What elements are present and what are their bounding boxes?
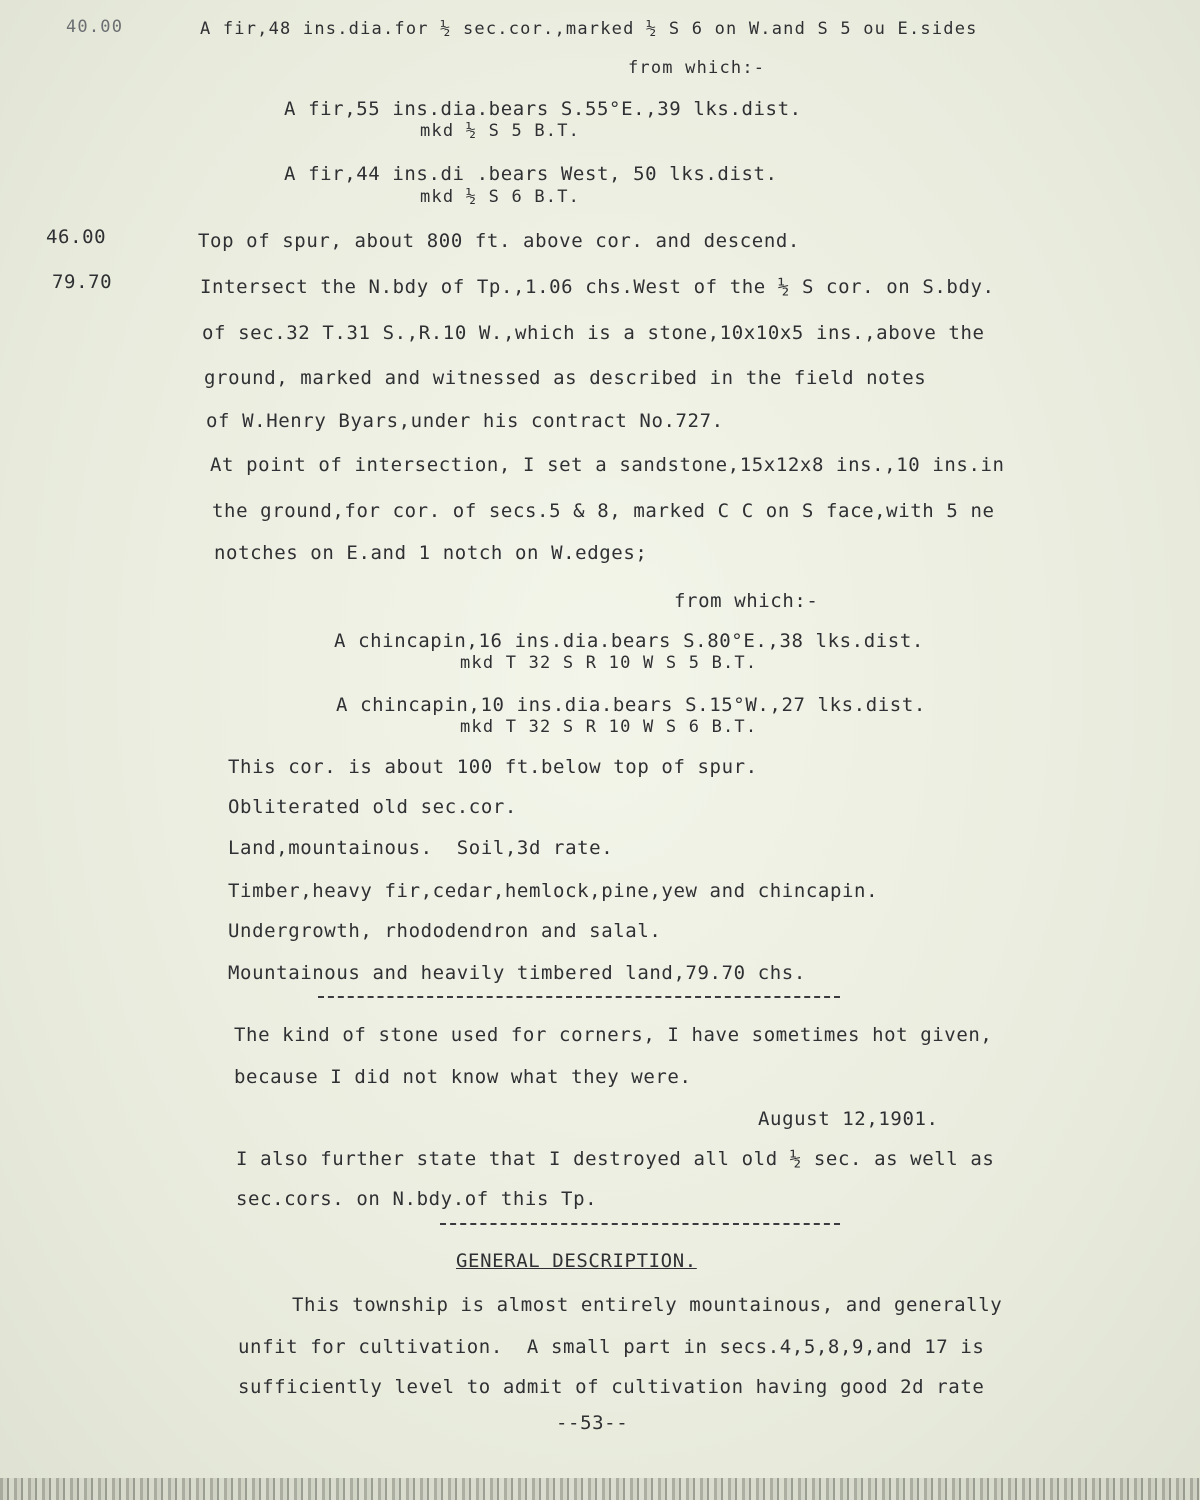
entry3-bearing-tree-2: A chincapin,10 ins.dia.bears S.15°W.,27 lks.dist. <box>336 694 926 716</box>
entry3-line3: ground, marked and witnessed as described in the field notes <box>204 367 927 389</box>
entry3-line2: of sec.32 T.31 S.,R.10 W.,which is a stone,10x10x5 ins.,above the <box>202 322 985 344</box>
scan-edge-strip <box>0 1478 1200 1500</box>
station-46: 46.00 <box>46 226 107 248</box>
station-79-70: 79.70 <box>52 271 113 293</box>
note-line-3: I also further state that I destroyed all old ½ sec. as well as <box>236 1148 995 1170</box>
note-line-1: The kind of stone used for corners, I have sometimes hot given, <box>234 1024 993 1046</box>
entry1-from-which: from which:- <box>628 58 766 78</box>
page-number: --53-- <box>556 1412 629 1434</box>
entry3-line4: of W.Henry Byars,under his contract No.727. <box>206 410 724 432</box>
entry3-note-1: This cor. is about 100 ft.below top of spur. <box>228 756 758 778</box>
station-40: 40.00 <box>66 17 124 37</box>
general-line-2: unfit for cultivation. A small part in secs.4,5,8,9,and 17 is <box>238 1336 985 1358</box>
entry3-bearing-tree-2-mark: mkd T 32 S R 10 W S 6 B.T. <box>460 717 758 737</box>
entry3-line6: the ground,for cor. of secs.5 & 8, marked C C on S face,with 5 ne <box>212 500 995 522</box>
note-line-2: because I did not know what they were. <box>234 1066 692 1088</box>
entry3-bearing-tree-1-mark: mkd T 32 S R 10 W S 5 B.T. <box>460 653 758 673</box>
general-description-heading: GENERAL DESCRIPTION. <box>456 1250 697 1272</box>
entry3-line1: Intersect the N.bdy of Tp.,1.06 chs.West of the ½ S cor. on S.bdy. <box>200 276 995 298</box>
entry1-line1: A fir,48 ins.dia.for ½ sec.cor.,marked ½ S 6 on W.and S 5 ou E.sides <box>200 19 978 39</box>
entry3-note-5: Undergrowth, rhododendron and salal. <box>228 920 662 942</box>
separator-line-2 <box>440 1223 840 1225</box>
entry3-note-3: Land,mountainous. Soil,3d rate. <box>228 837 614 859</box>
entry3-bearing-tree-1: A chincapin,16 ins.dia.bears S.80°E.,38 lks.dist. <box>334 630 924 652</box>
general-line-3: sufficiently level to admit of cultivation having good 2d rate <box>238 1376 985 1398</box>
entry3-note-2: Obliterated old sec.cor. <box>228 796 517 818</box>
entry1-bearing-tree-1: A fir,55 ins.dia.bears S.55°E.,39 lks.dist. <box>284 98 802 120</box>
general-line-1: This township is almost entirely mountainous, and generally <box>292 1294 1003 1316</box>
note-date: August 12,1901. <box>758 1108 939 1130</box>
entry3-line7: notches on E.and 1 notch on W.edges; <box>214 542 648 564</box>
entry1-bearing-tree-2-mark: mkd ½ S 6 B.T. <box>420 187 581 207</box>
entry3-note-6: Mountainous and heavily timbered land,79.70 chs. <box>228 962 806 984</box>
entry3-note-4: Timber,heavy fir,cedar,hemlock,pine,yew and chincapin. <box>228 880 879 902</box>
entry1-bearing-tree-1-mark: mkd ½ S 5 B.T. <box>420 121 581 141</box>
entry3-from-which: from which:- <box>674 590 819 612</box>
entry2-line1: Top of spur, about 800 ft. above cor. and descend. <box>198 230 800 252</box>
separator-line-1 <box>318 996 840 998</box>
entry1-bearing-tree-2: A fir,44 ins.di .bears West, 50 lks.dist. <box>284 163 778 185</box>
entry3-line5: At point of intersection, I set a sandstone,15x12x8 ins.,10 ins.in <box>210 454 1005 476</box>
note-line-4: sec.cors. on N.bdy.of this Tp. <box>236 1188 598 1210</box>
